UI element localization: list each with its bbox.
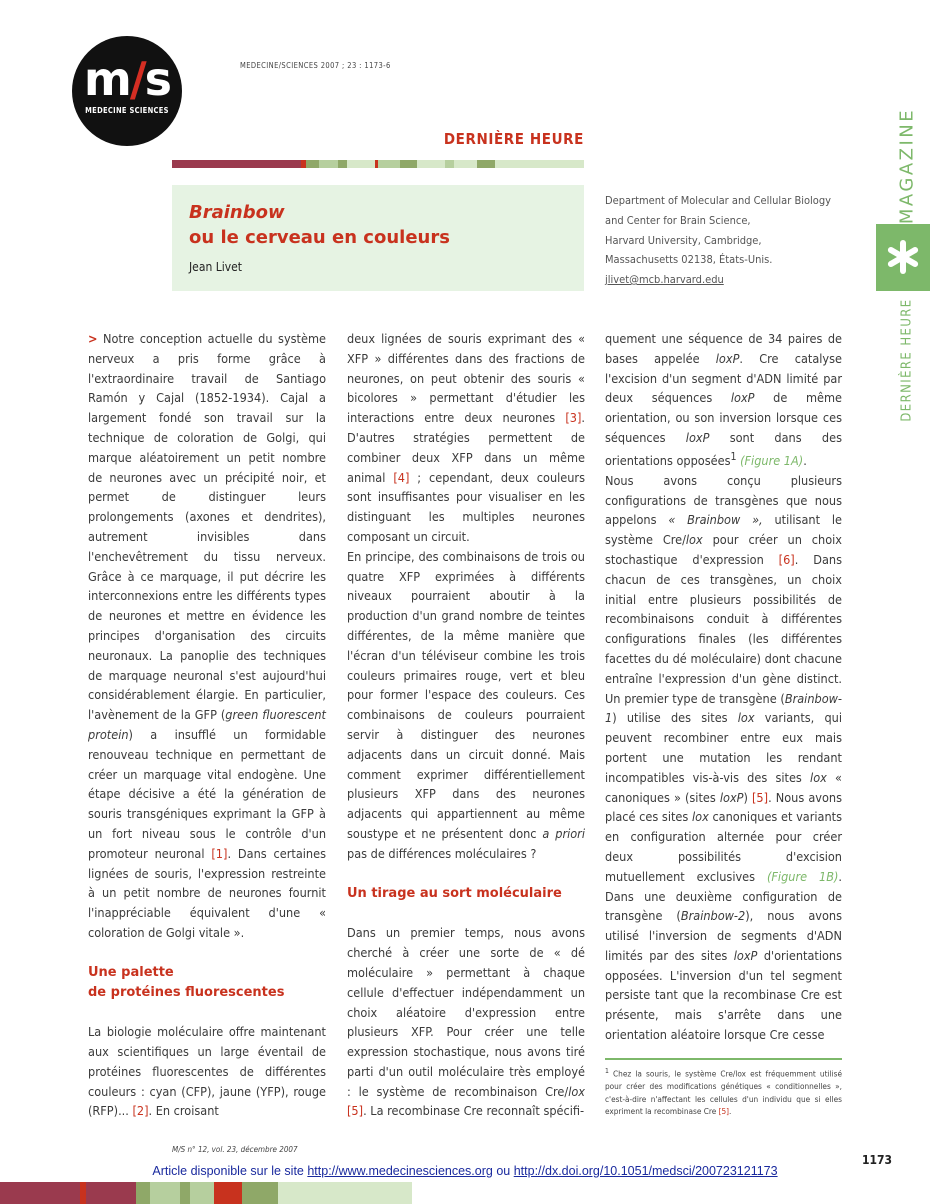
text-italic: « Brainbow », — [668, 512, 763, 528]
heading-line: de protéines fluorescentes — [88, 984, 285, 1000]
stripe-segment — [319, 160, 338, 168]
text-run: quement une séquence de 34 paires de bases appelée — [605, 331, 842, 366]
article-title: ou le cerveau en couleurs — [189, 227, 450, 248]
logo-subtext: MEDECINE SCIENCES — [85, 106, 169, 115]
text-run: Nous avons conçu plusieurs configurations de transgènes que nous appelons — [605, 472, 842, 528]
text-italic: green fluorescent protein — [88, 707, 326, 742]
stripe-segment — [338, 160, 347, 168]
stripe-segment — [445, 160, 454, 168]
text-run: ; cependant, deux couleurs sont insuffisantes pour visualiser en les distinguant les multiples neurones composant un circuit. — [347, 469, 585, 544]
stripe-segment — [242, 1182, 278, 1204]
top-color-stripe — [172, 160, 584, 168]
doi-link[interactable]: http://dx.doi.org/10.1051/medsci/200723121173 — [513, 1164, 778, 1178]
text-column-1 — [88, 329, 326, 1121]
text-italic: loxP — [733, 947, 758, 963]
footnote-text: Chez la souris, le système Cre/lox est fréquemment utilisé pour créer des modifications génétiques « conditionnelles », c'est-à-dire n'affectant les cellules d'un individu que si elles expriment la recombinase Cre — [605, 1068, 842, 1117]
logo-mark: m/s — [83, 52, 171, 106]
title-box — [172, 185, 584, 291]
affiliation-line: Massachusetts 02138, États-Unis. — [605, 253, 773, 267]
text-run: deux lignées de souris exprimant des « XFP » différentes dans des fractions de neurones, on peut obtenir des souris « bicolores » permettant d'étudier les interactions entre deux neurones — [347, 331, 585, 426]
paragraph — [88, 329, 326, 943]
stripe-segment — [86, 1182, 136, 1204]
text-italic: Brainbow-2 — [680, 908, 746, 924]
side-magazine-text: MAGAZINE — [896, 107, 918, 225]
journal-reference: MEDECINE/SCIENCES 2007 ; 23 : 1173-6 — [240, 61, 391, 70]
text-run: ) utilise des sites — [612, 710, 738, 726]
paragraph — [88, 1022, 326, 1121]
citation-link[interactable]: [5] — [752, 789, 769, 805]
stripe-segment — [0, 1182, 80, 1204]
paragraph — [605, 471, 842, 1045]
affiliation-line: Department of Molecular and Cellular Biology — [605, 194, 831, 207]
rubric-heading: DERNIÈRE HEURE — [443, 130, 584, 148]
text-italic: lox — [737, 710, 755, 726]
availability-text: ou — [492, 1164, 514, 1178]
text-run: ), nous avons utilisé l'inversion de segments d'ADN limités par des sites — [605, 908, 842, 963]
text-run: Notre conception actuelle du système nerveux a pris forme grâce à l'extraordinaire travail de Santiago Ramón y Cajal (1852-1934). Cajal a largement fondé son travail sur la technique de coloration de Golgi, qui marque aléatoirement un petit nombre de neurones avec un précipité noir, et permet de distinguer leurs prolongements (axones et dendrites), autrement invisibles dans l'enchevêtrement du tissu nerveux. Grâce à ce marquage, il put décrire les interconnexions entre les différents types de neurones et mettre en évidence les principes d'organisation des circuits neuronaux. La panoplie des techniques de marquage neuronal s'est aujourd'hui considérablement élargie. En particulier, l'avènement de la GFP ( — [88, 331, 326, 723]
author-email-link[interactable]: jlivet@mcb.harvard.edu — [605, 273, 724, 287]
text-italic: Brainbow-1 — [605, 690, 842, 726]
footnote-marker[interactable]: 1 — [730, 450, 737, 463]
stripe-segment — [378, 160, 400, 168]
stripe-segment — [136, 1182, 150, 1204]
stripe-segment — [214, 1182, 222, 1204]
citation-link[interactable]: [6] — [778, 551, 795, 567]
footnote — [605, 1065, 842, 1118]
text-column-3 — [605, 329, 842, 1045]
author-name: Jean Livet — [189, 260, 242, 274]
citation-link[interactable]: [3] — [565, 410, 582, 426]
text-column-2 — [347, 329, 585, 1121]
citation-link[interactable]: [4] — [393, 469, 410, 485]
availability-text: Article disponible sur le site — [152, 1164, 308, 1178]
stripe-segment — [338, 1182, 412, 1204]
article-title-italic: Brainbow — [189, 202, 285, 223]
text-italic: loxP — [715, 350, 740, 366]
section-heading: Un tirage au sort moléculaire — [347, 885, 562, 901]
text-run: canoniques et variants en configuration alternée pour créer deux possibilités d'excision mutuellement exclusives — [605, 809, 842, 884]
text-run: . D'autres stratégies permettent de combiner deux XFP dans un même animal — [347, 410, 585, 485]
paragraph — [347, 329, 585, 547]
asterisk-icon — [885, 239, 921, 275]
side-derniere-text: DERNIÈRE HEURE — [899, 298, 915, 422]
page-number: 1173 — [861, 1153, 892, 1167]
text-run: La biologie moléculaire offre maintenant aux scientifiques un large éventail de protéines fluorescentes de différentes couleurs : cyan (CFP), jaune (YFP), rouge (RFP)... — [88, 1024, 326, 1119]
text-run: ) a insufflé un formidable renouveau technique en permettant de créer un marquage vital endogène. Une étape décisive a été la génération de souris transgéniques exprimant la GFP à un fort niveau sous le contrôle d'un promoteur neuronal — [88, 726, 326, 861]
text-run: d'orientations opposées. L'inversion d'un tel segment persiste tant que la recombinase Cre est présente, mais s'arrête dans une orientation aléatoire lorsque Cre cesse — [605, 947, 843, 1043]
stripe-segment — [278, 1182, 338, 1204]
heading-line: Une palette — [88, 964, 174, 980]
text-run: . En croisant — [148, 1103, 219, 1119]
stripe-segment — [180, 1182, 190, 1204]
text-italic: lox — [568, 1083, 585, 1099]
stripe-segment — [222, 1182, 242, 1204]
footnote-number: 1 — [605, 1067, 609, 1075]
stripe-segment — [477, 160, 496, 168]
stripe-segment — [417, 160, 445, 168]
text-run: ) — [743, 789, 752, 805]
side-label-magazine — [876, 107, 930, 225]
stripe-segment — [172, 160, 301, 168]
stripe-segment — [150, 1182, 180, 1204]
stripe-segment — [400, 160, 417, 168]
affiliation-line: Harvard University, Cambridge, — [605, 233, 762, 247]
affiliation-line: and Center for Brain Science, — [605, 213, 751, 227]
paragraph — [347, 923, 585, 1121]
issue-reference: M/S n° 12, vol. 23, décembre 2007 — [172, 1145, 298, 1154]
section-heading — [88, 963, 326, 1003]
bottom-color-stripe — [0, 1182, 412, 1204]
text-run: pas de différences moléculaires ? — [347, 845, 537, 861]
text-run: . Dans certaines lignées de souris, l'expression restreinte à un petit nombre de neurones fournit l'inappréciable équivalent d'une « coloration de Golgi vitale ». — [88, 845, 326, 940]
text-run: sont dans des orientations opposées — [605, 429, 842, 468]
figure-link[interactable]: (Figure 1A) — [740, 452, 804, 468]
side-section-block — [876, 224, 930, 291]
text-run: Dans un premier temps, nous avons cherché à créer une sorte de « dé moléculaire » permettant à chaque cellule d'effectuer indépendamment un choix aléatoire d'expression entre plusieurs XFP. Pour créer une telle expression stochastique, nous avons tiré parti d'un outil moléculaire très employé : le système de recombinaison Cre/ — [347, 925, 585, 1099]
text-italic: lox — [685, 532, 703, 548]
citation-link[interactable]: [1] — [211, 845, 228, 861]
citation-link[interactable]: [5] — [718, 1106, 730, 1117]
text-run: pour créer un choix stochastique d'expression — [605, 532, 842, 567]
stripe-segment — [190, 1182, 214, 1204]
footnote-divider — [605, 1058, 842, 1060]
intro-marker: > — [88, 331, 98, 346]
figure-link[interactable]: (Figure 1B) — [766, 868, 839, 884]
citation-link[interactable]: [2] — [132, 1103, 149, 1119]
text-run: . Dans chacun de ces transgènes, un choix initial entre plusieurs possibilités de recombinaisons conduit à différentes configurations finales (les différentes facettes du dé moléculaire) dont chacune entraîne l'expression d'un gène distinct. Un premier type de transgène ( — [605, 551, 842, 706]
footnote-end: . — [729, 1106, 732, 1117]
text-run: utilisant le système Cre/ — [605, 512, 842, 548]
text-run: variants, qui peuvent recombiner entre eux mais portent une mutation les rendant incompatibles vis-à-vis des sites — [605, 710, 842, 785]
affiliation — [605, 191, 850, 290]
text-run: « canoniques » (sites — [605, 769, 842, 805]
text-run: de même orientation, ou son inversion lorsque ces séquences — [605, 390, 842, 445]
stripe-segment — [306, 160, 319, 168]
stripe-segment — [528, 160, 584, 168]
paragraph: quement une séquence de 34 paires de bases appelée loxP. Cre catalyse l'excision d'un segment d'ADN limité par deux séquences loxP de même orientation, ou son inversion lorsque ces séquences loxP sont dans des orientations opposées$^1$ (Figure 1A). — [605, 331, 843, 468]
stripe-segment — [495, 160, 528, 168]
text-italic: loxP — [730, 390, 755, 406]
text-run: . Nous avons placé ces sites — [605, 789, 842, 825]
text-run: . La recombinase Cre reconnaît spécifi- — [363, 1103, 585, 1119]
text-italic: loxP — [685, 429, 710, 445]
stripe-segment — [347, 160, 375, 168]
text-italic: lox — [691, 809, 709, 825]
stripe-segment — [454, 160, 476, 168]
text-italic: lox — [810, 769, 827, 785]
side-label-derniere-heure — [876, 300, 930, 420]
journal-logo — [72, 36, 182, 146]
availability-notice — [0, 1164, 930, 1178]
journal-site-link[interactable]: http://www.medecinesciences.org — [307, 1164, 493, 1178]
paragraph — [347, 547, 585, 864]
text-run: . Cre catalyse l'excision d'un segment d'ADN limité par deux séquences — [605, 350, 843, 406]
text-run: . Dans une deuxième configuration de transgène ( — [605, 868, 843, 924]
text-italic: a priori — [542, 825, 585, 841]
text-italic: loxP — [719, 789, 744, 805]
text-run: En principe, des combinaisons de trois ou quatre XFP exprimées à différents niveaux pourraient aboutir à la production d'un grand nombre de teintes différentes, de la même manière que l'écran d'un téléviseur combine les trois couleurs primaires rouge, vert et bleu pour former l'espace des couleurs. Ces combinaisons de couleurs pourraient servir à distinguer des neurones adjacents dans un circuit donné. Mais comment exprimer différentiellement plusieurs XFP dans des neurones adjacents qui appartiennent au même soustype et ne présentent donc — [347, 548, 585, 841]
citation-link[interactable]: [5] — [347, 1103, 364, 1119]
